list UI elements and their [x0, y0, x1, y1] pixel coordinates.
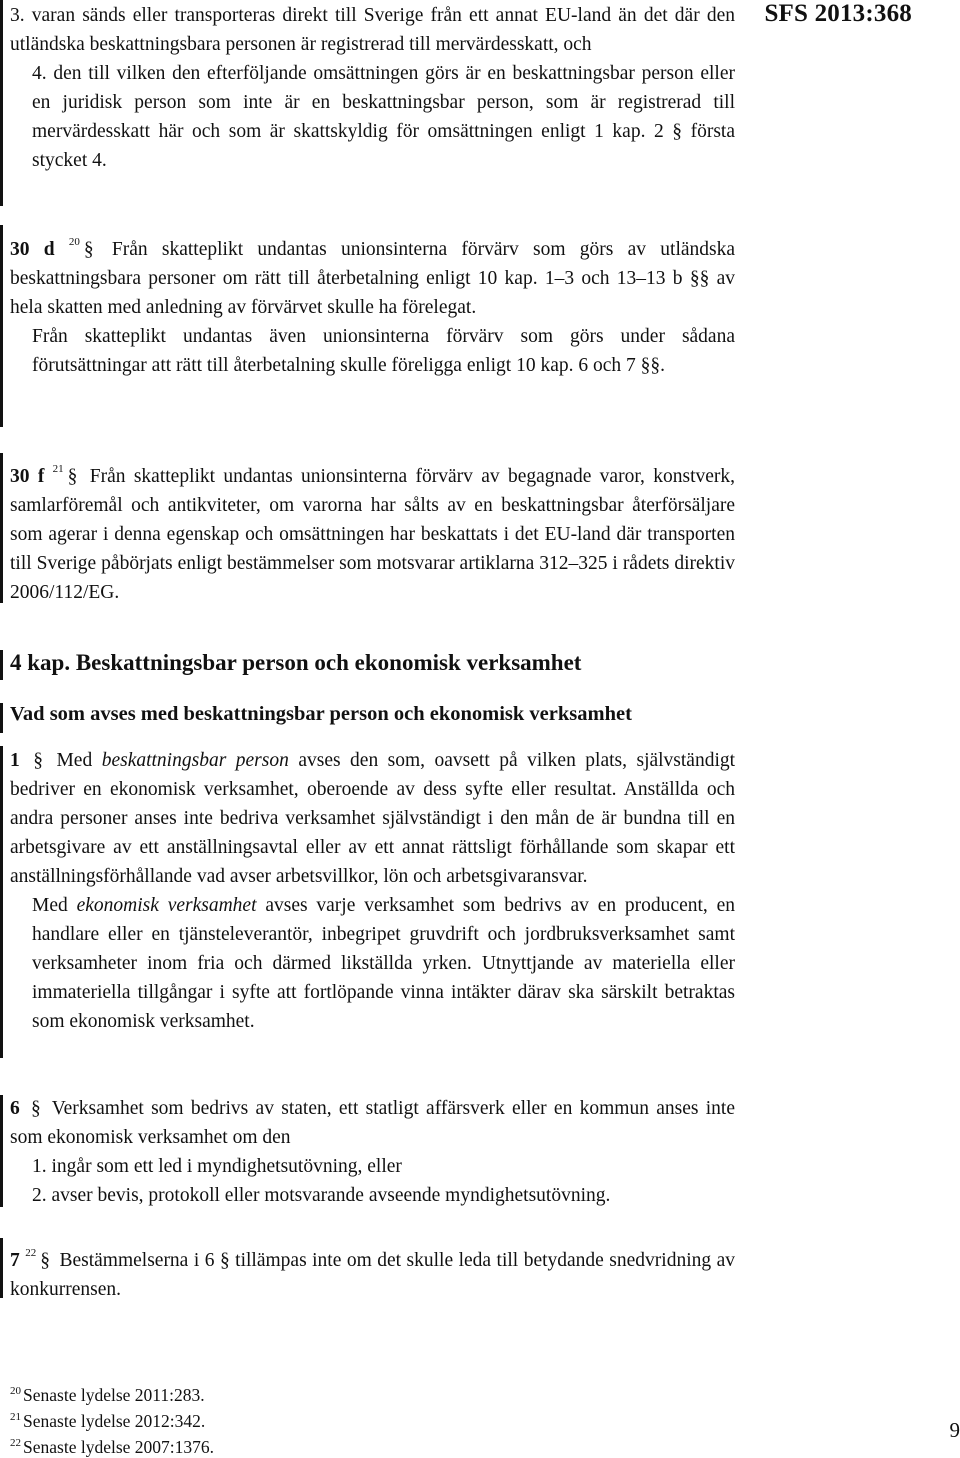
intro-item-3: 3. varan sänds eller transporteras direkt till Sverige från ett annat EU-land än det där den utländska beskattningsbara personen är registrerad till mervärdesskatt, och [10, 1, 735, 59]
change-bar [0, 650, 3, 680]
footnote-ref: 22 [25, 1247, 36, 1259]
section-number: 1 [10, 750, 20, 771]
section-30f [10, 455, 735, 607]
section-number: 6 [10, 1098, 20, 1119]
footnote-ref: 21 [53, 463, 64, 475]
section-text: Bestämmelserna i 6 § tillämpas inte om det skulle leda till betydande snedvridning av konkurrensen. [10, 1250, 735, 1300]
footnote-number: 20 [10, 1385, 21, 1397]
section-number: 30 d [10, 239, 55, 260]
section-sign: § [64, 466, 82, 487]
section-number: 7 [10, 1250, 20, 1271]
defined-term: beskattningsbar person [102, 750, 289, 771]
change-bar [0, 0, 3, 206]
footnote-text: Senaste lydelse 2011:283. [23, 1385, 205, 1405]
section-sign: § [29, 750, 47, 771]
sfs-number: SFS 2013:368 [764, 0, 912, 28]
section-sign: § [36, 1250, 54, 1271]
sub-heading: Vad som avses med beskattningsbar person och ekonomisk verksamhet [10, 703, 632, 726]
change-bar [0, 225, 3, 427]
section-text: Från skatteplikt undantas unionsinterna förvärv av begagnade varor, konstverk, samlarföremål och antikviteter, om varorna har sålts av en beskattningsbar återförsäljare som agerar i denna egenskap och omsättningen har beskattats i det EU-land där transporten till Sverige påbörjats enligt bestämmelser som motsvarar artiklarna 312–325 i rådets direktiv 2006/112/EG. [10, 466, 735, 603]
defined-term: ekonomisk verksamhet [77, 895, 257, 916]
change-bar [0, 1095, 3, 1207]
section-sign: § [80, 239, 98, 260]
footnote [10, 1380, 214, 1406]
footnotes [10, 1380, 214, 1458]
footnote-number: 22 [10, 1437, 21, 1449]
chapter-heading: 4 kap. Beskattningsbar person och ekonomisk verksamhet [10, 650, 581, 676]
section-7 [10, 1239, 735, 1304]
section-text: Från skatteplikt undantas även unionsinterna förvärv som görs under sådana förutsättningar att rätt till återbetalning skulle föreligga enligt 10 kap. 6 och 7 §§. [10, 322, 735, 380]
footnote-number: 21 [10, 1411, 21, 1423]
section-text: Verksamhet som bedrivs av staten, ett statligt affärsverk eller en kommun anses inte som ekonomisk verksamhet om den [10, 1098, 735, 1148]
footnote [10, 1406, 214, 1432]
section-text: avses den som, oavsett på vilken plats, självständigt bedriver en ekonomisk verksamhet, oberoende av dess syfte eller resultat. Anställda och andra personer anses inte bedriva verksamhet självständigt i den mån de är bundna till en arbetsgivare av ett anställningsavtal eller av ett annat rättsligt förhållande som skapar ett anställningsförhållande vad avser arbetsvillkor, lön och arbetsgivaransvar. [10, 750, 735, 887]
intro-list [10, 1, 735, 175]
section-text: Från skatteplikt undantas unionsinterna förvärv som görs av utländska beskattningsbara personer om rätt till återbetalning enligt 10 kap. 1–3 och 13–13 b §§ av hela skatten med anledning av förvärvet skulle ha förelegat. [10, 239, 735, 318]
page-number: 9 [950, 1418, 960, 1443]
change-bar [0, 1238, 3, 1298]
section-number: 30 f [10, 466, 44, 487]
section-sign: § [27, 1098, 45, 1119]
change-bar [0, 703, 3, 733]
section-text: Med [56, 750, 92, 771]
section-1 [10, 746, 735, 1036]
change-bar [0, 453, 3, 603]
list-item: 2. avser bevis, protokoll eller motsvarande avseende myndighetsutövning. [10, 1181, 735, 1210]
footnote-text: Senaste lydelse 2007:1376. [23, 1437, 214, 1457]
intro-item-4: 4. den till vilken den efterföljande omsättningen görs är en beskattningsbar person eller en juridisk person som inte är en beskattningsbar person, som är registrerad till mervärdesskatt här och som är skattskyldig för omsättningen enligt 1 kap. 2 § första stycket 4. [10, 59, 735, 175]
change-bar [0, 746, 3, 1058]
list-item: 1. ingår som ett led i myndighetsutövning, eller [10, 1152, 735, 1181]
section-text: avses varje verksamhet som bedrivs av en producent, en handlare eller en tjänsteleverantör, inbegripet gruvdrift och jordbruksverksamhet samt verksamheter inom fria och därmed likställda yrken. Utnyttjande av materiella eller immateriella tillgångar i syfte att fortlöpande vinna intäkter därav ska särskilt betraktas som ekonomisk verksamhet. [32, 895, 735, 1032]
section-30d [10, 228, 735, 380]
section-text: Med [32, 895, 68, 916]
footnote-text: Senaste lydelse 2012:342. [23, 1411, 205, 1431]
section-6 [10, 1094, 735, 1210]
footnote [10, 1432, 214, 1458]
footnote-ref: 20 [69, 236, 80, 248]
